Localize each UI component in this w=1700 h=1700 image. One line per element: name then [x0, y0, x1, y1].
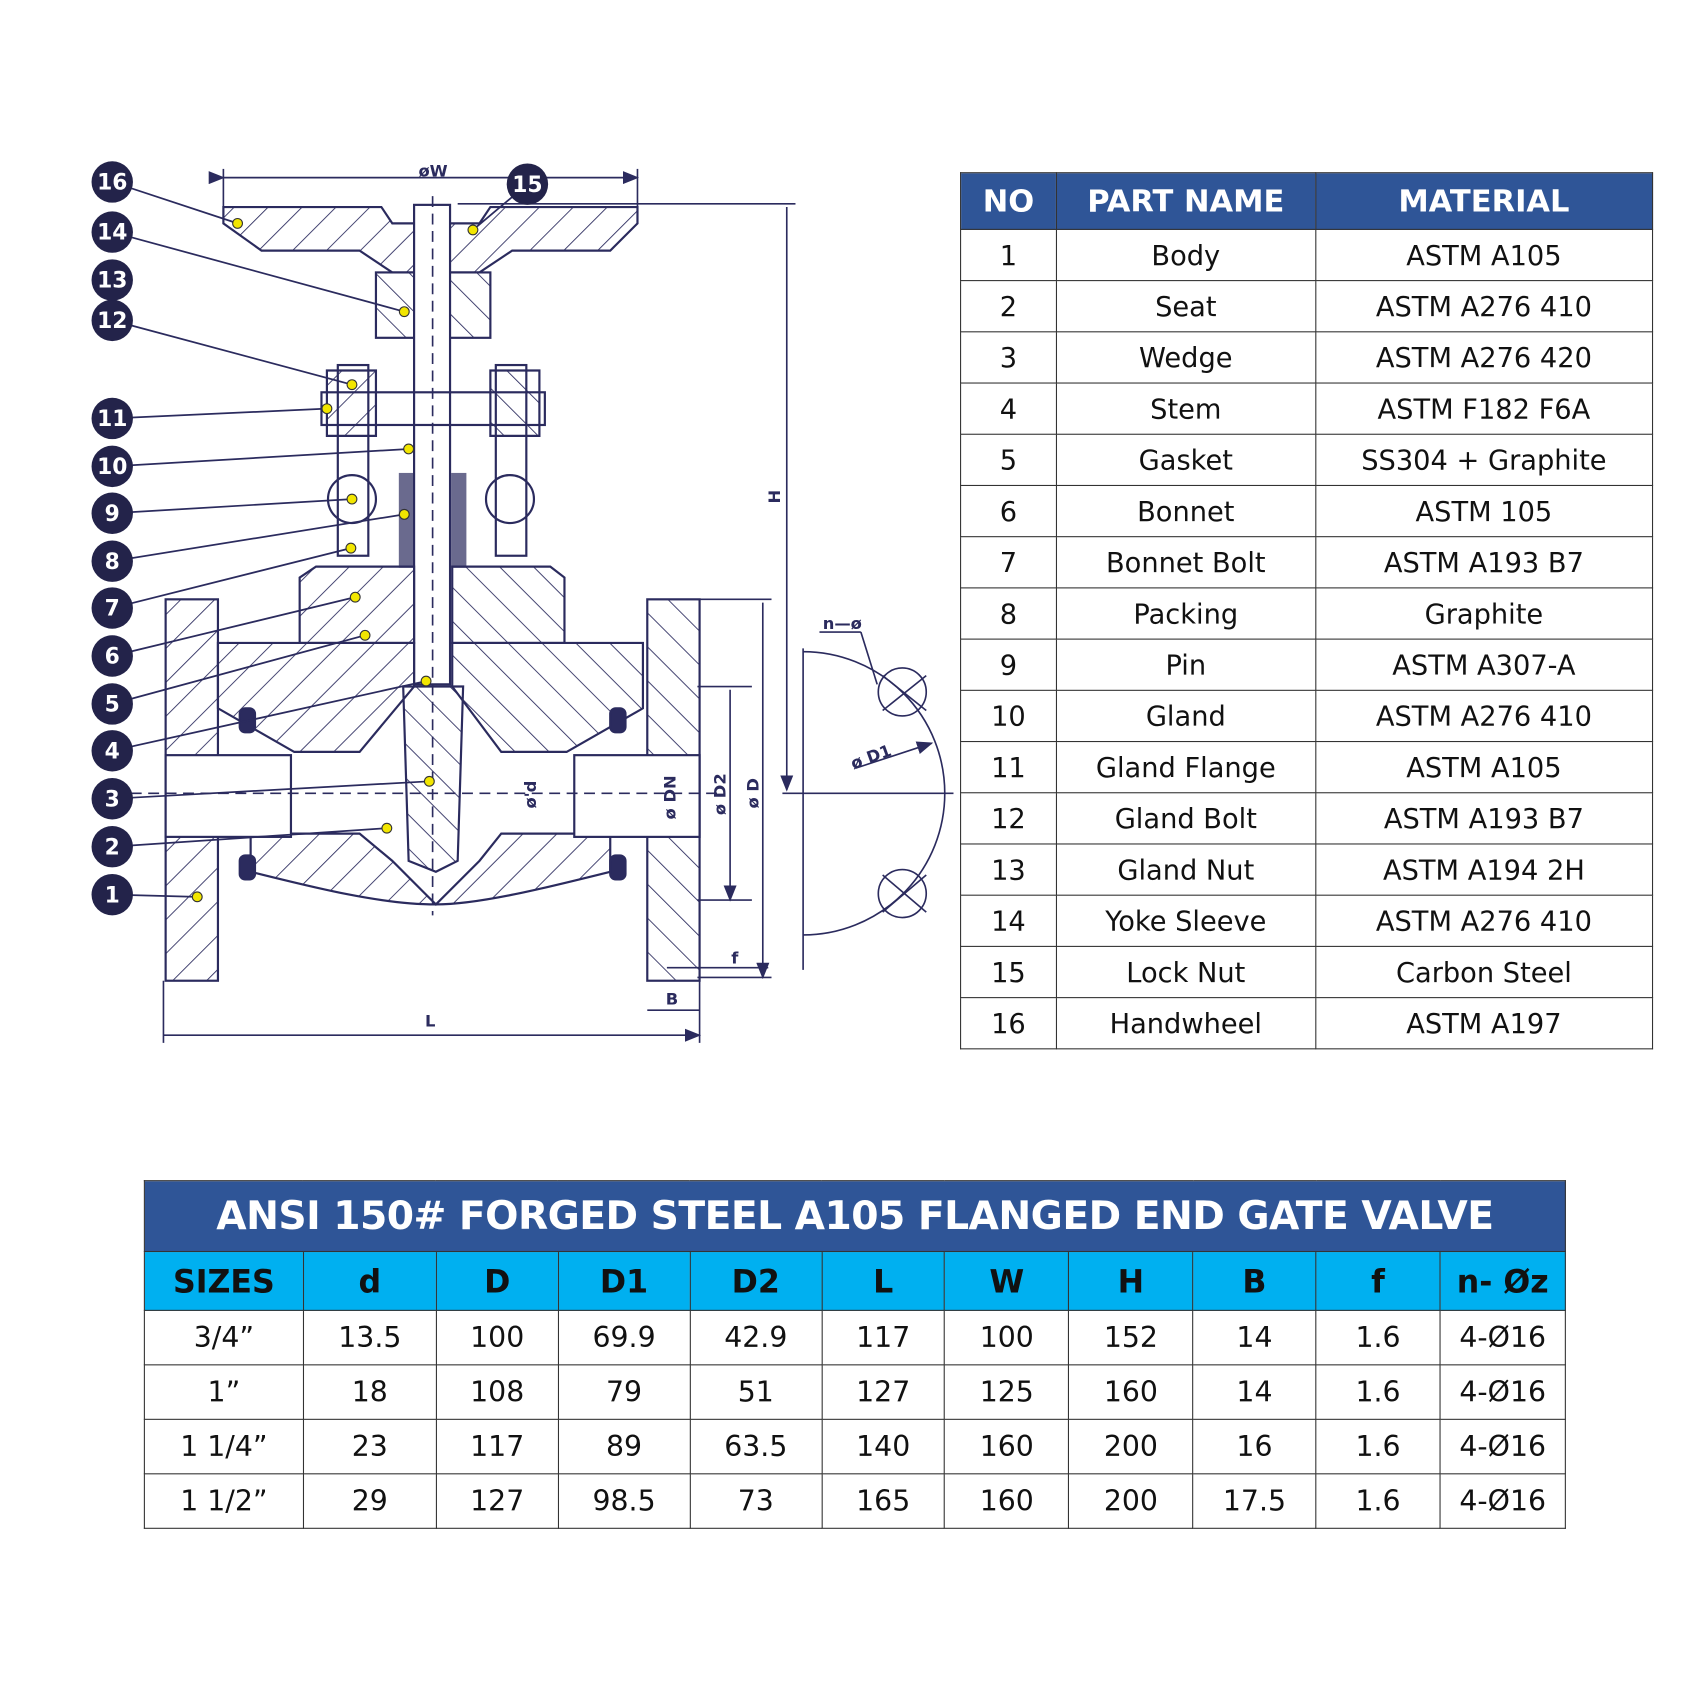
parts-table-row [961, 639, 1653, 690]
spec-cell: 13.5 [303, 1310, 436, 1364]
parts-cell-material: ASTM A276 420 [1315, 332, 1652, 383]
marker-dot [404, 444, 414, 454]
spec-cell: 127 [436, 1474, 558, 1528]
spec-cell: 17.5 [1193, 1474, 1316, 1528]
parts-cell-material: ASTM A193 B7 [1315, 793, 1652, 844]
spec-table-row [144, 1365, 1565, 1419]
dim-d-label: ø D [743, 778, 763, 809]
marker-dot [346, 543, 356, 553]
dim-bore-label: ø'd [521, 780, 541, 809]
marker-dot [399, 509, 409, 519]
parts-cell-part-name: Gasket [1056, 434, 1315, 485]
gate-valve-drawing [0, 0, 959, 1090]
spec-cell: 29 [303, 1474, 436, 1528]
parts-cell-part-name: Packing [1056, 588, 1315, 639]
leader-line [112, 449, 408, 466]
parts-cell-no: 11 [961, 742, 1057, 793]
spec-cell: 125 [945, 1365, 1069, 1419]
parts-cell-material: SS304 + Graphite [1315, 434, 1652, 485]
dim-dn-label: ø DN [660, 775, 680, 820]
parts-cell-part-name: Gland Bolt [1056, 793, 1315, 844]
spec-header-cell: SIZES [144, 1252, 303, 1311]
parts-cell-part-name: Pin [1056, 639, 1315, 690]
marker-dot [350, 592, 360, 602]
marker-dot [347, 494, 357, 504]
spec-cell: 1.6 [1316, 1365, 1440, 1419]
parts-cell-no: 13 [961, 844, 1057, 895]
dim-f-label: f [731, 948, 739, 968]
parts-cell-no: 7 [961, 537, 1057, 588]
parts-table [960, 172, 1653, 1049]
dim-l-label: L [424, 1011, 436, 1031]
callout-11 [92, 398, 332, 439]
spec-cell: 1.6 [1316, 1310, 1440, 1364]
callout-number: 6 [104, 644, 120, 670]
parts-cell-no: 6 [961, 485, 1057, 536]
callout-number: 2 [104, 835, 120, 861]
callout-number: 10 [97, 455, 128, 481]
spec-table-row [144, 1310, 1565, 1364]
parts-cell-material: Graphite [1315, 588, 1652, 639]
parts-table-row [961, 793, 1653, 844]
parts-cell-part-name: Seat [1056, 281, 1315, 332]
spec-cell: 160 [1069, 1365, 1193, 1419]
dimension-spec-table [144, 1180, 1566, 1529]
marker-dot [421, 676, 431, 686]
parts-cell-no: 5 [961, 434, 1057, 485]
spec-cell: 73 [690, 1474, 822, 1528]
spec-header-cell: D1 [558, 1252, 690, 1311]
spec-cell: 89 [558, 1419, 690, 1473]
spec-cell: 4-Ø16 [1440, 1474, 1565, 1528]
parts-cell-part-name: Gland [1056, 690, 1315, 741]
parts-cell-no: 16 [961, 998, 1057, 1049]
spec-cell: 79 [558, 1365, 690, 1419]
spec-header-cell: W [945, 1252, 1069, 1311]
parts-cell-material: ASTM 105 [1315, 485, 1652, 536]
parts-cell-no: 9 [961, 639, 1057, 690]
parts-cell-material: ASTM A276 410 [1315, 281, 1652, 332]
marker-dot [322, 404, 332, 414]
spec-cell: 16 [1193, 1419, 1316, 1473]
spec-cell: 100 [436, 1310, 558, 1364]
spec-cell: 108 [436, 1365, 558, 1419]
callout-number: 16 [97, 170, 128, 196]
parts-cell-part-name: Body [1056, 229, 1315, 280]
parts-cell-part-name: Stem [1056, 383, 1315, 434]
parts-cell-no: 2 [961, 281, 1057, 332]
dim-d1-label: ø D1 [848, 740, 894, 774]
parts-table-row [961, 485, 1653, 536]
callout-12 [92, 300, 357, 390]
parts-table-row [961, 332, 1653, 383]
spec-cell: 98.5 [558, 1474, 690, 1528]
spec-header-cell: n- Øz [1440, 1252, 1565, 1311]
parts-cell-part-name: Handwheel [1056, 998, 1315, 1049]
spec-header-cell: d [303, 1252, 436, 1311]
callout-number: 9 [104, 501, 120, 527]
spec-cell: 4-Ø16 [1440, 1310, 1565, 1364]
parts-cell-part-name: Yoke Sleeve [1056, 895, 1315, 946]
parts-table-row [961, 844, 1653, 895]
parts-header-no: NO [961, 173, 1057, 230]
spec-header-cell: D [436, 1252, 558, 1311]
parts-cell-no: 1 [961, 229, 1057, 280]
parts-cell-material: Carbon Steel [1315, 946, 1652, 997]
parts-cell-material: ASTM A276 410 [1315, 895, 1652, 946]
dim-d2-label: ø D2 [710, 773, 730, 816]
marker-dot [382, 823, 392, 833]
parts-header-part-name: PART NAME [1056, 173, 1315, 230]
spec-cell: 117 [436, 1419, 558, 1473]
spec-cell: 160 [945, 1419, 1069, 1473]
spec-cell: 1 1/2” [144, 1474, 303, 1528]
parts-cell-no: 3 [961, 332, 1057, 383]
spec-table-row [144, 1474, 1565, 1528]
dim-w-label: øW [418, 161, 448, 181]
leader-line [112, 499, 352, 513]
spec-cell: 1.6 [1316, 1419, 1440, 1473]
parts-cell-material: ASTM A276 410 [1315, 690, 1652, 741]
parts-table-row [961, 281, 1653, 332]
spec-table-row [144, 1419, 1565, 1473]
parts-cell-no: 14 [961, 895, 1057, 946]
parts-cell-no: 8 [961, 588, 1057, 639]
parts-table-row [961, 742, 1653, 793]
marker-dot [424, 776, 434, 786]
spec-cell: 63.5 [690, 1419, 822, 1473]
spec-header-cell: D2 [690, 1252, 822, 1311]
callout-number: 8 [104, 549, 120, 575]
spec-cell: 14 [1193, 1310, 1316, 1364]
parts-cell-no: 15 [961, 946, 1057, 997]
parts-cell-material: ASTM F182 F6A [1315, 383, 1652, 434]
spec-cell: 1.6 [1316, 1474, 1440, 1528]
spec-cell: 1 1/4” [144, 1419, 303, 1473]
parts-cell-no: 4 [961, 383, 1057, 434]
spec-cell: 23 [303, 1419, 436, 1473]
callout-number: 3 [104, 787, 120, 813]
parts-table-row [961, 946, 1653, 997]
spec-header-cell: f [1316, 1252, 1440, 1311]
dim-b-label: B [665, 989, 679, 1009]
parts-cell-part-name: Gland Nut [1056, 844, 1315, 895]
spec-table-title: ANSI 150# FORGED STEEL A105 FLANGED END GATE VALVE [144, 1181, 1565, 1252]
spec-header-cell: H [1069, 1252, 1193, 1311]
parts-cell-part-name: Gland Flange [1056, 742, 1315, 793]
dim-h-label: H [765, 489, 785, 504]
callout-number: 5 [104, 692, 120, 718]
marker-dot [399, 307, 409, 317]
callout-number: 11 [97, 407, 128, 433]
marker-dot [347, 380, 357, 390]
parts-cell-no: 10 [961, 690, 1057, 741]
spec-header-cell: L [822, 1252, 945, 1311]
spec-cell: 69.9 [558, 1310, 690, 1364]
parts-table-row [961, 434, 1653, 485]
spec-cell: 165 [822, 1474, 945, 1528]
spec-cell: 200 [1069, 1474, 1193, 1528]
spec-cell: 14 [1193, 1365, 1316, 1419]
parts-cell-material: ASTM A194 2H [1315, 844, 1652, 895]
parts-table-row [961, 588, 1653, 639]
callout-number: 7 [104, 596, 120, 622]
parts-cell-part-name: Bonnet [1056, 485, 1315, 536]
parts-cell-no: 12 [961, 793, 1057, 844]
spec-cell: 160 [945, 1474, 1069, 1528]
parts-cell-material: ASTM A307-A [1315, 639, 1652, 690]
spec-cell: 51 [690, 1365, 822, 1419]
marker-dot [468, 225, 478, 235]
parts-table-row [961, 537, 1653, 588]
dim-holes-label: n—ø [822, 613, 862, 633]
spec-cell: 127 [822, 1365, 945, 1419]
spec-cell: 117 [822, 1310, 945, 1364]
spec-cell: 18 [303, 1365, 436, 1419]
callout-number: 15 [512, 172, 543, 198]
parts-header-material: MATERIAL [1315, 173, 1652, 230]
parts-cell-material: ASTM A105 [1315, 229, 1652, 280]
leader-line [112, 320, 352, 384]
callout-number: 1 [104, 883, 120, 909]
parts-table-row [961, 229, 1653, 280]
callout-number: 13 [97, 268, 128, 294]
spec-cell: 3/4” [144, 1310, 303, 1364]
parts-table-row [961, 383, 1653, 434]
parts-cell-material: ASTM A105 [1315, 742, 1652, 793]
parts-table-row [961, 998, 1653, 1049]
spec-cell: 42.9 [690, 1310, 822, 1364]
parts-cell-material: ASTM A197 [1315, 998, 1652, 1049]
spec-cell: 4-Ø16 [1440, 1365, 1565, 1419]
parts-cell-part-name: Bonnet Bolt [1056, 537, 1315, 588]
marker-dot [360, 630, 370, 640]
spec-cell: 200 [1069, 1419, 1193, 1473]
parts-table-row [961, 690, 1653, 741]
callout-number: 12 [97, 308, 128, 334]
leader-line [112, 514, 404, 561]
callout-10 [92, 444, 414, 487]
spec-cell: 4-Ø16 [1440, 1419, 1565, 1473]
spec-cell: 100 [945, 1310, 1069, 1364]
callout-13 [92, 259, 133, 300]
parts-table-row [961, 895, 1653, 946]
spec-cell: 140 [822, 1419, 945, 1473]
callout-number: 4 [104, 739, 120, 765]
marker-dot [192, 892, 202, 902]
parts-cell-part-name: Wedge [1056, 332, 1315, 383]
spec-cell: 1” [144, 1365, 303, 1419]
callout-number: 14 [97, 220, 128, 246]
spec-header-cell: B [1193, 1252, 1316, 1311]
marker-dot [233, 218, 243, 228]
parts-cell-material: ASTM A193 B7 [1315, 537, 1652, 588]
spec-cell: 152 [1069, 1310, 1193, 1364]
leader-line [112, 409, 327, 419]
parts-cell-part-name: Lock Nut [1056, 946, 1315, 997]
